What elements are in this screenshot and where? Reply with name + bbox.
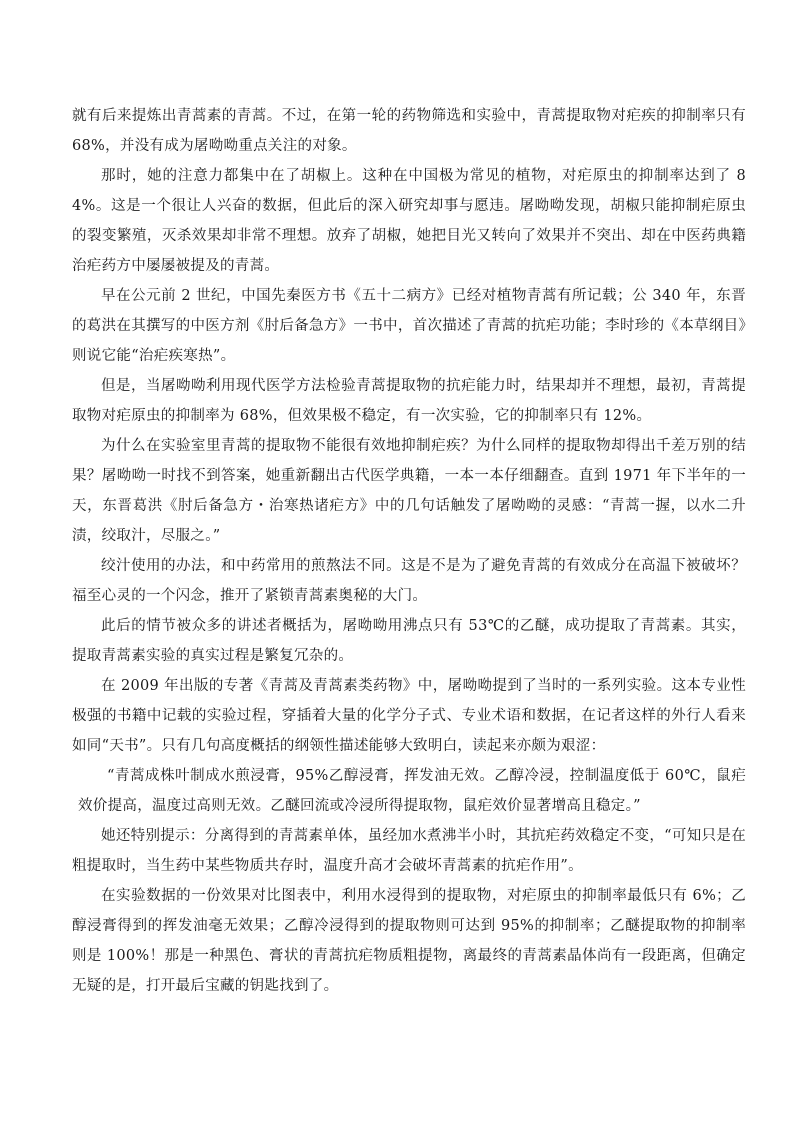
paragraph-pepper: 那时，她的注意力都集中在了胡椒上。这种在中国极为常见的植物，对疟原虫的抑制率达到了 84%。这是一个很让人兴奋的数据，但此后的深入研究却事与愿违。屠呦呦发现，胡椒只能抑制疟原虫的裂变繁殖，灭杀效果却非常不理想。放弃了胡椒，她把目光又转向了效果并不突出、却在中医药典籍治疟药方中屡屡被提及的青蒿。: [72, 168, 746, 274]
paragraph-results: 在实验数据的一份效果对比图表中，利用水浸得到的提取物，对疟原虫的抑制率最低只有 6%；乙醇浸膏得到的挥发油毫无效果；乙醇冷浸得到的提取物则可达到 95%的抑制率；乙醚提取物的抑制率则是 100%！那是一种黑色、膏状的青蒿抗疟物质粗提物，离最终的青蒿素晶体尚有一段距离，但确定无疑的是，打开最后宝藏的钥匙找到了。: [72, 888, 746, 994]
paragraph-ether: 此后的情节被众多的讲述者概括为，屠呦呦用沸点只有 53℃的乙醚，成功提取了青蒿素。其实，提取青蒿素实验的真实过程是繁复冗杂的。: [72, 618, 746, 664]
paragraph-inspiration: 为什么在实验室里青蒿的提取物不能很有效地抑制疟疾？为什么同样的提取物却得出千差万别的结果？屠呦呦一时找不到答案，她重新翻出古代医学典籍，一本一本仔细翻查。直到 1971 年下半年的一天，东晋葛洪《肘后备急方・治寒热诸疟方》中的几句话触发了屠呦呦的灵感：“青蒿一握，以水二升渍，绞取汁，尽服之。”: [72, 438, 746, 544]
paragraph-juice-method: 绞汁使用的办法，和中药常用的煎熬法不同。这是不是为了避免青蒿的有效成分在高温下被破坏？福至心灵的一个闪念，推开了紧锁青蒿素奥秘的大门。: [72, 558, 746, 604]
paragraph-note: 她还特别提示：分离得到的青蒿素单体，虽经加水煮沸半小时，其抗疟药效稳定不变，“可知只是在粗提取时，当生药中某些物质共存时，温度升高才会破坏青蒿素的抗疟作用”。: [72, 828, 746, 874]
article-body: [72, 101, 746, 1001]
paragraph-monograph: 在 2009 年出版的专著《青蒿及青蒿素类药物》中，屠呦呦提到了当时的一系列实验。这本专业性极强的书籍中记载的实验过程，穿插着大量的化学分子式、专业术语和数据，在记者这样的外行人看来如同“天书”。只有几句高度概括的纲领性描述能够大致明白，读起来亦颇为艰涩：: [72, 678, 746, 754]
paragraph-history: 早在公元前 2 世纪，中国先秦医方书《五十二病方》已经对植物青蒿有所记载；公 340 年，东晋的葛洪在其撰写的中医方剂《肘后备急方》一书中，首次描述了青蒿的抗疟功能；李时珍的《本草纲目》则说它能“治疟疾寒热”。: [72, 288, 746, 364]
paragraph-continued: 就有后来提炼出青蒿素的青蒿。不过，在第一轮的药物筛选和实验中，青蒿提取物对疟疾的抑制率只有 68%，并没有成为屠呦呦重点关注的对象。: [72, 108, 746, 154]
paragraph-modern-test: 但是，当屠呦呦利用现代医学方法检验青蒿提取物的抗疟能力时，结果却并不理想，最初，青蒿提取物对疟原虫的抑制率为 68%，但效果极不稳定，有一次实验，它的抑制率只有 12%。: [72, 378, 746, 424]
paragraph-quote: “青蒿成株叶制成水煎浸膏，95%乙醇浸膏，挥发油无效。乙醇冷浸，控制温度低于 60℃，鼠疟效价提高，温度过高则无效。乙醚回流或冷浸所得提取物，鼠疟效价显著增高且稳定。”: [78, 768, 746, 814]
